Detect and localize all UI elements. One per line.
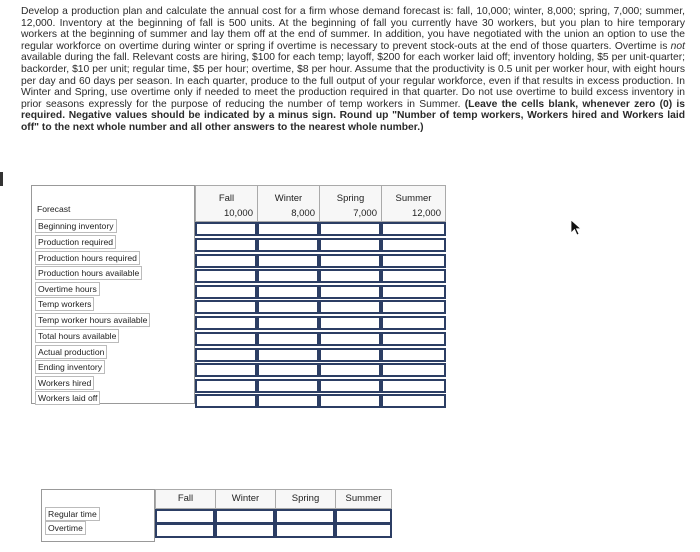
- row-label-ending-inventory: Ending inventory: [35, 360, 105, 374]
- input-fall-total-hours-available[interactable]: [195, 332, 257, 346]
- input-summer-ending-inventory[interactable]: [381, 363, 446, 377]
- input-spring-production-required[interactable]: [319, 238, 381, 252]
- row-label-overtime-hours: Overtime hours: [35, 282, 100, 296]
- input-fall-temp-worker-hours-available[interactable]: [195, 316, 257, 330]
- row-label-workers-laid-off: Workers laid off: [35, 391, 100, 405]
- input-summer-beginning-inventory[interactable]: [381, 222, 446, 236]
- cost-column-fall: Fall: [155, 489, 215, 509]
- input-summer-workers-laid-off[interactable]: [381, 394, 446, 408]
- input-spring-beginning-inventory[interactable]: [319, 222, 381, 236]
- row-label-beginning-inventory: Beginning inventory: [35, 219, 117, 233]
- input-spring-workers-hired[interactable]: [319, 379, 381, 393]
- row-label-production-required: Production required: [35, 235, 116, 249]
- problem-emphasis: not: [670, 40, 685, 52]
- production-plan-header: [195, 185, 446, 222]
- input-spring-temp-worker-hours-available[interactable]: [319, 316, 381, 330]
- column-fall-name: Fall: [218, 193, 235, 204]
- input-summer-production-hours-required[interactable]: [381, 254, 446, 268]
- input-fall-temp-workers[interactable]: [195, 300, 257, 314]
- column-summer: [381, 185, 446, 222]
- input-winter-beginning-inventory[interactable]: [257, 222, 319, 236]
- input-winter-total-hours-available[interactable]: [257, 332, 319, 346]
- input-fall-ending-inventory[interactable]: [195, 363, 257, 377]
- column-summer-name: Summer: [395, 193, 432, 204]
- row-label-regular-time: Regular time: [45, 507, 100, 521]
- row-label-temp-workers: Temp workers: [35, 297, 94, 311]
- input-fall-overtime-hours[interactable]: [195, 285, 257, 299]
- column-fall: [195, 185, 257, 222]
- input-cost-spring-regular-time[interactable]: [275, 509, 335, 524]
- input-winter-workers-laid-off[interactable]: [257, 394, 319, 408]
- input-winter-workers-hired[interactable]: [257, 379, 319, 393]
- input-winter-production-hours-available[interactable]: [257, 269, 319, 283]
- problem-text-1: Develop a production plan and calculate the annual cost for a firm whose demand forecast is: fall, 10,000; winter, 8,000; spring, 7,000; summer, 12,000. Inventory at the beginning of fall is 500 units. At the beginning of fall you currently have 30 workers, but you plan to hire temporary workers at the beginning of summer and lay them off at the end of summer. In addition, you have negotiated with the union an option to use the regular workforce on overtime during winter or spring if overtime is necessary to prevent stock-outs at the end of those quarters. Overtime is: [21, 6, 685, 52]
- input-summer-production-hours-available[interactable]: [381, 269, 446, 283]
- production-plan-input-grid: [195, 222, 446, 404]
- production-plan-row-labels: [31, 185, 195, 404]
- input-fall-beginning-inventory[interactable]: [195, 222, 257, 236]
- input-spring-production-hours-available[interactable]: [319, 269, 381, 283]
- input-winter-overtime-hours[interactable]: [257, 285, 319, 299]
- input-summer-temp-workers[interactable]: [381, 300, 446, 314]
- input-spring-ending-inventory[interactable]: [319, 363, 381, 377]
- input-summer-actual-production[interactable]: [381, 348, 446, 362]
- cost-column-winter: Winter: [215, 489, 275, 509]
- column-winter-name: Winter: [274, 193, 303, 204]
- input-cost-summer-overtime[interactable]: [335, 523, 392, 538]
- input-winter-actual-production[interactable]: [257, 348, 319, 362]
- input-cost-fall-regular-time[interactable]: [155, 509, 215, 524]
- input-winter-ending-inventory[interactable]: [257, 363, 319, 377]
- forecast-winter: 8,000: [291, 208, 315, 219]
- input-fall-production-hours-available[interactable]: [195, 269, 257, 283]
- column-winter: [257, 185, 319, 222]
- row-label-total-hours: Total hours available: [35, 329, 119, 343]
- row-label-forecast: Forecast: [37, 204, 71, 214]
- input-spring-temp-workers[interactable]: [319, 300, 381, 314]
- input-spring-total-hours-available[interactable]: [319, 332, 381, 346]
- page-edge-marker: [0, 172, 3, 186]
- mouse-cursor-icon: [570, 219, 584, 237]
- forecast-summer: 12,000: [411, 208, 441, 219]
- input-fall-actual-production[interactable]: [195, 348, 257, 362]
- row-label-production-hours-available: Production hours available: [35, 266, 142, 280]
- input-cost-summer-regular-time[interactable]: [335, 509, 392, 524]
- input-summer-overtime-hours[interactable]: [381, 285, 446, 299]
- input-cost-winter-overtime[interactable]: [215, 523, 275, 538]
- forecast-spring: 7,000: [353, 208, 377, 219]
- input-summer-production-required[interactable]: [381, 238, 446, 252]
- cost-row-labels: [41, 489, 155, 542]
- input-spring-workers-laid-off[interactable]: [319, 394, 381, 408]
- input-cost-winter-regular-time[interactable]: [215, 509, 275, 524]
- forecast-fall: 10,000: [223, 208, 253, 219]
- input-spring-overtime-hours[interactable]: [319, 285, 381, 299]
- problem-statement: [21, 6, 685, 134]
- cost-column-spring: Spring: [275, 489, 335, 509]
- row-label-overtime: Overtime: [45, 521, 86, 535]
- column-spring-name: Spring: [336, 193, 365, 204]
- input-spring-actual-production[interactable]: [319, 348, 381, 362]
- row-label-temp-worker-hours: Temp worker hours available: [35, 313, 150, 327]
- problem-text-2: available during the fall. Relevant costs are hiring, $100 for each temp; layoff, $200 for each worker laid off; inventory holding, $5 per unit-quarter; backorder, $10 per unit; regular time, $5 per hour; overtime, $8 per hour. Assume that the productivity is 0.5 unit per worker hour, with eight hours per day and 60 days per season. In each quarter, produce to the full output of your regular workforce, even if that results in excess production. In Winter and Spring, use overtime only if needed to meet the production required in that quarter. Do not use overtime to build excess inventory in prior seasons expressly for the purpose of reducing the number of temp workers in Summer.: [21, 52, 685, 110]
- cost-column-summer: Summer: [335, 489, 392, 509]
- input-fall-workers-laid-off[interactable]: [195, 394, 257, 408]
- input-summer-total-hours-available[interactable]: [381, 332, 446, 346]
- input-winter-production-hours-required[interactable]: [257, 254, 319, 268]
- input-spring-production-hours-required[interactable]: [319, 254, 381, 268]
- input-winter-temp-worker-hours-available[interactable]: [257, 316, 319, 330]
- input-winter-production-required[interactable]: [257, 238, 319, 252]
- row-label-actual-production: Actual production: [35, 345, 107, 359]
- input-fall-workers-hired[interactable]: [195, 379, 257, 393]
- input-fall-production-required[interactable]: [195, 238, 257, 252]
- input-cost-spring-overtime[interactable]: [275, 523, 335, 538]
- input-fall-production-hours-required[interactable]: [195, 254, 257, 268]
- row-label-workers-hired: Workers hired: [35, 376, 94, 390]
- column-spring: [319, 185, 381, 222]
- input-winter-temp-workers[interactable]: [257, 300, 319, 314]
- input-cost-fall-overtime[interactable]: [155, 523, 215, 538]
- input-summer-temp-worker-hours-available[interactable]: [381, 316, 446, 330]
- problem-instructions: (Leave the cells blank, whenever zero (0) is required. Negative values should be indicated by a minus sign. Round up "Number of temp workers, Workers hired and Workers laid off" to the next whole number and all other answers to the nearest whole number.): [21, 98, 685, 133]
- input-summer-workers-hired[interactable]: [381, 379, 446, 393]
- row-label-production-hours-required: Production hours required: [35, 251, 140, 265]
